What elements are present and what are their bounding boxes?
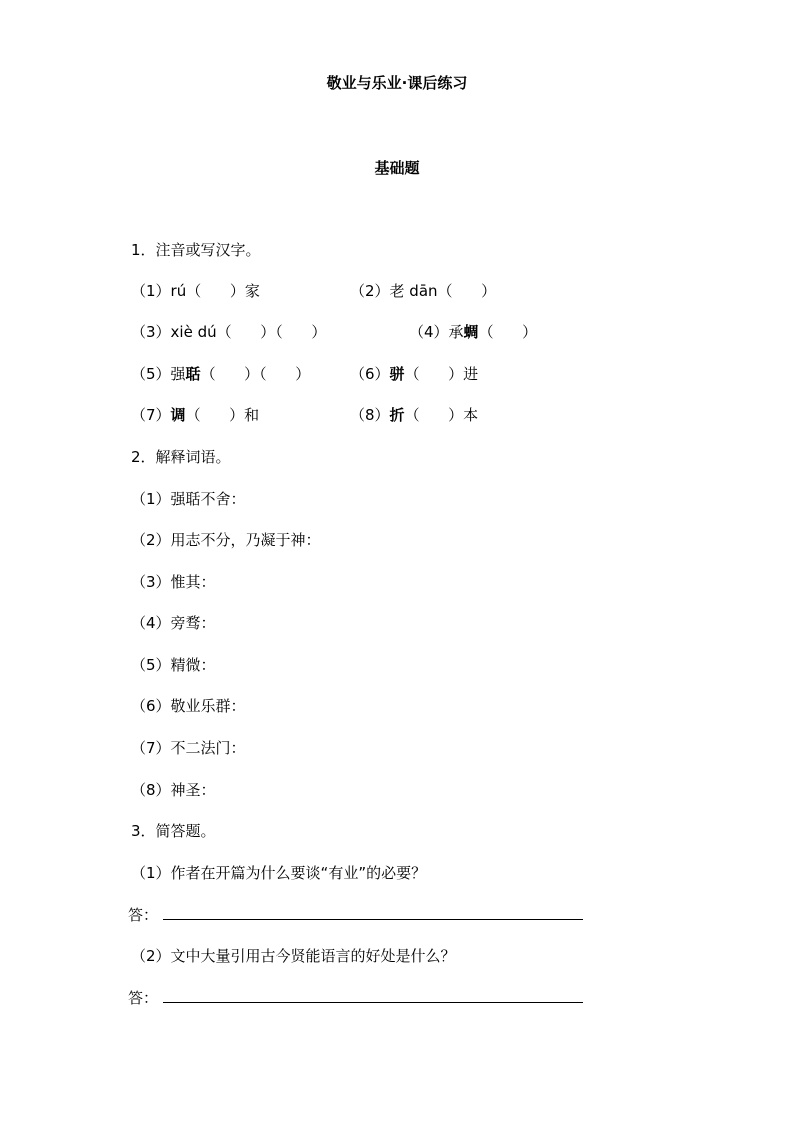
q3-question-2: （2）文中大量引用古今贤能语言的好处是什么？ <box>131 947 456 965</box>
q3-answer-line-2[interactable] <box>163 1002 583 1003</box>
q1-item-6: （6）骈（ ）进 <box>350 365 479 383</box>
q3-answer-label-2: 答： <box>128 989 159 1007</box>
q1-item-5: （5）强聒（ ）（ ） <box>131 365 311 383</box>
q1-item-8: （8）折（ ）本 <box>350 406 479 424</box>
q3-answer-line-1[interactable] <box>163 919 583 920</box>
q3-question-1: （1）作者在开篇为什么要谈“有业”的必要？ <box>131 864 427 882</box>
q1-item-7: （7）调（ ）和 <box>131 406 260 424</box>
q2-item-2: （2）用志不分，乃凝于神： <box>131 531 321 549</box>
q2-item-3: （3）惟其： <box>131 573 216 591</box>
page-title: 敬业与乐业·课后练习 <box>326 74 468 92</box>
q1-item-1: （1）rú（ ）家 <box>131 282 260 300</box>
q2-item-7: （7）不二法门： <box>131 739 246 757</box>
question-1-heading: 1．注音或写汉字。 <box>131 241 261 259</box>
q1-item-3: （3）xiè dú（ ）（ ） <box>131 323 327 341</box>
question-2-heading: 2．解释词语。 <box>131 448 231 466</box>
q2-item-5: （5）精微： <box>131 656 216 674</box>
question-3-heading: 3．简答题。 <box>131 822 216 840</box>
section-title: 基础题 <box>374 159 420 177</box>
q2-item-4: （4）旁骛： <box>131 614 216 632</box>
q1-item-4: （4）承蜩（ ） <box>409 323 538 341</box>
q3-answer-label-1: 答： <box>128 906 159 924</box>
q1-item-2: （2）老 dān（ ） <box>350 282 497 300</box>
q2-item-1: （1）强聒不舍： <box>131 490 246 508</box>
q2-item-8: （8）神圣： <box>131 781 216 799</box>
q2-item-6: （6）敬业乐群： <box>131 697 246 715</box>
